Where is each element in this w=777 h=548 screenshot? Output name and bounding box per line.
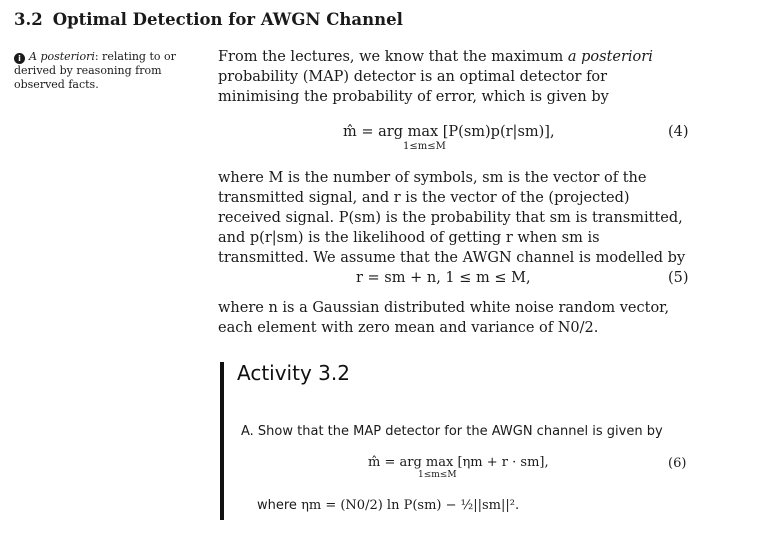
activity-bar [220,362,224,520]
activity-question-a: A. Show that the MAP detector for the AWGN channel is given by [241,424,663,439]
where-clause [257,498,519,513]
equation-6-expression: m̂ = arg max [ηm + r · sm], [368,455,549,470]
equation-6-subscript: 1≤m≤M [418,470,457,480]
sidenote [14,50,209,92]
where-expression: ηm = (N0/2) ln P(sm) − ½||sm||². [301,498,520,513]
where-label: where [257,498,297,513]
paragraph-noise: where n is a Gaussian distributed white noise random vector, each element with zero mean and variance of N0/2. [218,300,670,336]
paragraph-intro-part2: probability (MAP) detector is an optimal detector for minimising the probability of error, which is given by [218,69,609,105]
equation-4-number: (4) [668,124,689,140]
paragraph-intro [218,47,690,107]
equation-4 [343,124,555,152]
equation-4-expression: m̂ = arg max [P(sm)p(r|sm)], [343,124,555,140]
equation-5: r = sm + n, 1 ≤ m ≤ M, [356,270,531,286]
paragraph-intro-emphasis: a posteriori [567,49,653,65]
equation-6-number: (6) [668,456,687,471]
info-icon: i [14,53,25,64]
section-title: Optimal Detection for AWGN Channel [52,10,403,29]
sidenote-term: A posteriori [29,50,95,63]
paragraph-definitions: where M is the number of symbols, sm is the vector of the transmitted signal, and r is the vector of the (projected) received signal. P(sm) is the probability that sm is transmitted, and p(r|sm) is the likelihood of getting r when sm is transmitted. We assume that the AWGN channel is modelled by [218,170,686,266]
paragraph-intro-part1: From the lectures, we know that the maximum [218,49,568,65]
activity-title: Activity 3.2 [237,361,350,385]
sidenote-text: : relating to or derived by reasoning from observed facts. [14,50,176,91]
equation-6 [368,455,549,480]
section-heading [14,10,403,29]
equation-4-subscript: 1≤m≤M [403,141,446,152]
section-number: 3.2 [14,10,43,29]
equation-5-number: (5) [668,270,689,286]
